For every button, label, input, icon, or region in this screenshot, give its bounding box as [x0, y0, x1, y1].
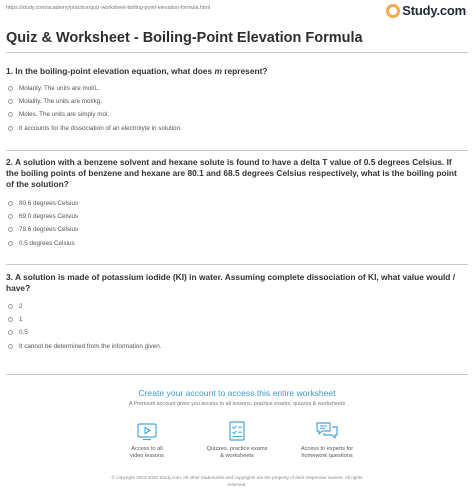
top-bar [0, 0, 474, 22]
study-logo-icon [386, 4, 400, 18]
option-label: Molality. The units are mol/kg. [19, 98, 103, 106]
option-label: Moles. The units are simply mol. [19, 111, 110, 119]
option[interactable] [8, 313, 466, 326]
feature-label: Quizzes, practice exams & worksheets [206, 446, 268, 459]
option-label: Molarity. The units are mol/L. [19, 85, 100, 93]
radio-button[interactable] [8, 241, 13, 246]
radio-button[interactable] [8, 112, 13, 117]
option-label: 0.5 [19, 329, 28, 337]
question-2: 2. A solution with a benzene solvent and hexane solute is found to have a delta T value of 0.5 degrees Celsius. If the boiling points of benzene and hexane are 80.1 and 68.5 degrees Celsius respectively, what is the boiling point of the solution? [6, 157, 457, 189]
radio-button[interactable] [8, 201, 13, 206]
question-3: 3. A solution is made of potassium iodide (KI) in water. Assuming complete dissociation of KI, what value would / have? [6, 272, 456, 293]
radio-button[interactable] [8, 126, 13, 131]
feature-label: Access to all video lessons [130, 446, 164, 459]
title-divider [6, 52, 468, 53]
question-1-lead: 1. In the boiling-point elevation equation, what does [6, 66, 215, 76]
question-1-tail: represent? [221, 66, 268, 76]
radio-button[interactable] [8, 227, 13, 232]
option-label: 69.0 degrees Celsius [19, 213, 79, 221]
radio-button[interactable] [8, 304, 13, 309]
radio-button[interactable] [8, 99, 13, 104]
radio-button[interactable] [8, 330, 13, 335]
option[interactable] [8, 237, 466, 250]
video-lessons-icon [136, 420, 158, 442]
question-1-options [8, 82, 466, 135]
feature-quizzes [187, 420, 287, 460]
radio-button[interactable] [8, 214, 13, 219]
question-3-options [8, 300, 466, 353]
feature-experts [277, 420, 377, 460]
feature-video-lessons [97, 420, 197, 460]
question-2-options [8, 197, 466, 250]
option[interactable] [8, 108, 466, 121]
question-divider [6, 264, 468, 265]
option[interactable] [8, 210, 466, 223]
option[interactable] [8, 82, 466, 95]
option[interactable] [8, 122, 466, 135]
question-1 [6, 66, 466, 77]
option-label: It accounts for the dissociation of an electrolyte in solution. [19, 124, 182, 132]
option-label: 0.5 degrees Celsius [19, 239, 75, 247]
premium-cta [0, 388, 474, 407]
footer-copyright: © copyright 2003-2020 Study.com. All other trademarks and copyrights are the property of their respective owners. All rights reserved. [111, 475, 363, 487]
page-title: Quiz & Worksheet - Boiling-Point Elevation Formula [6, 30, 363, 46]
question-divider [6, 374, 468, 375]
cta-title[interactable]: Create your account to access this entire worksheet [138, 388, 336, 398]
cta-subtitle: A Premium account gives you access to all lessons, practice exams, quizzes & worksheets [128, 401, 346, 407]
option[interactable] [8, 326, 466, 339]
option[interactable] [8, 300, 466, 313]
page-url[interactable]: https://study.com/academy/practice/quiz-worksheet-boiling-point-elevation-formula.html [6, 5, 210, 11]
option[interactable] [8, 223, 466, 236]
option-label: It cannot be determined from the information given. [19, 342, 162, 350]
study-logo-text: Study.com [402, 3, 466, 18]
option-label: 80.6 degrees Celsius [19, 200, 79, 208]
question-1-variable: m [214, 66, 222, 76]
experts-chat-icon [315, 420, 339, 442]
radio-button[interactable] [8, 317, 13, 322]
option[interactable] [8, 95, 466, 108]
question-divider [6, 150, 468, 151]
features-row [0, 420, 474, 476]
feature-label: Access to experts for homework questions [300, 446, 354, 459]
radio-button[interactable] [8, 344, 13, 349]
radio-button[interactable] [8, 86, 13, 91]
quizzes-worksheets-icon [226, 420, 248, 442]
study-logo[interactable] [386, 3, 466, 18]
option-label: 2 [19, 303, 23, 311]
option[interactable] [8, 197, 466, 210]
option-label: 1 [19, 316, 23, 324]
option-label: 79.6 degrees Celsius [19, 226, 79, 234]
option[interactable] [8, 340, 466, 353]
